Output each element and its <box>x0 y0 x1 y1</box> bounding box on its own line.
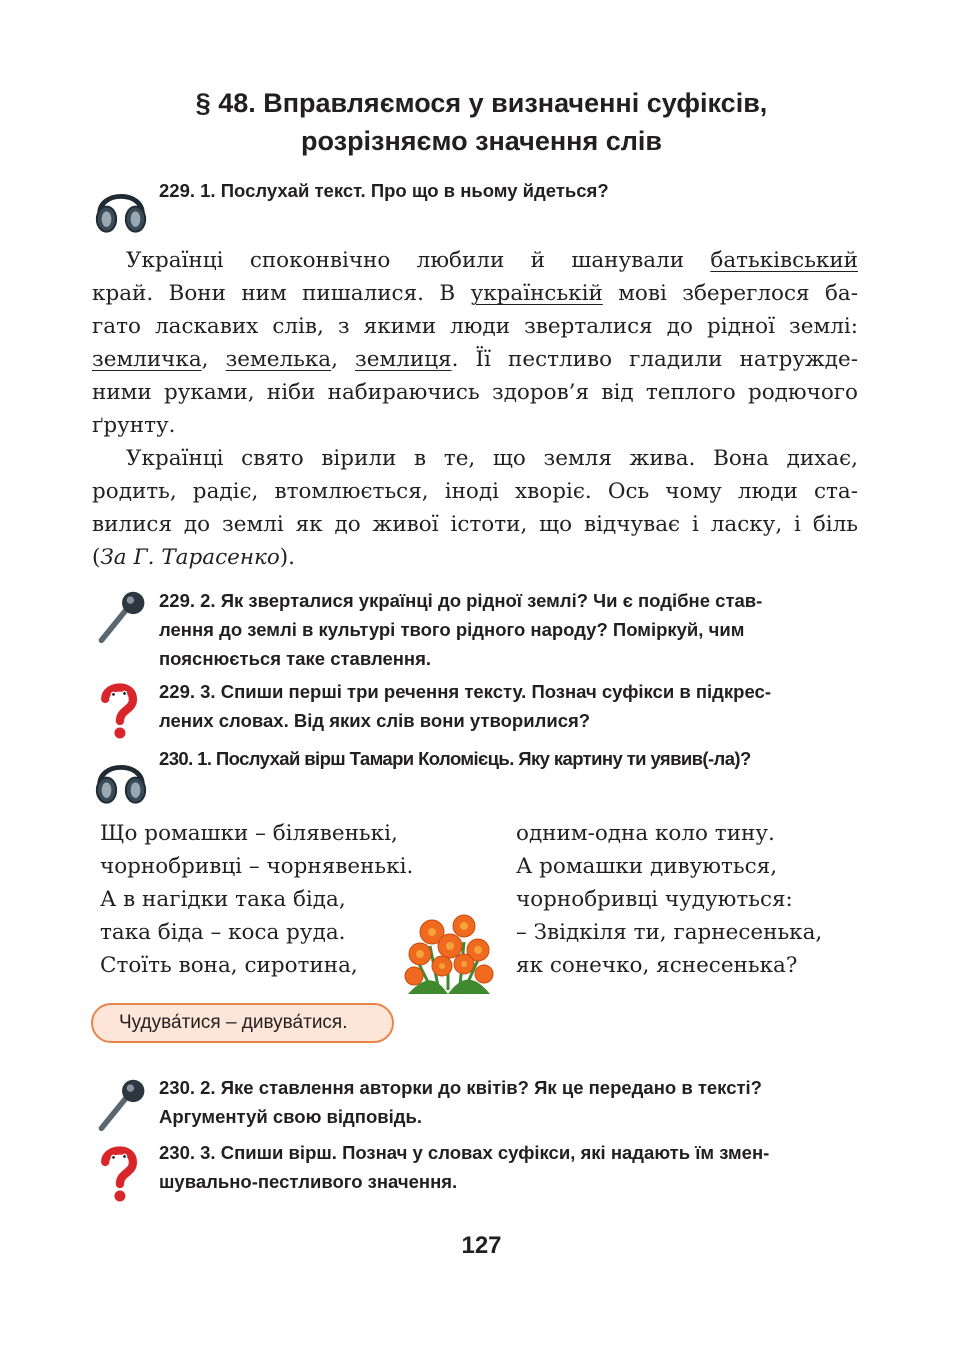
vocabulary-note: Чудува́тися – дивува́тися. <box>91 1003 394 1043</box>
poem-line: чорнобривці чудуються: <box>516 887 793 912</box>
text-line: вилися до землі як до живої істоти, що відчуває і ласку, і біль <box>92 512 858 537</box>
text-line: Українці свято вірили в те, що земля жива. Вона дихає, <box>126 446 858 471</box>
marigold-flowers-icon <box>398 902 498 998</box>
text-line: родить, радіє, втомлюється, іноді хворіє. Ось чому люди ста- <box>92 479 858 504</box>
task-text: 230. 1. Послухай вірш Тамари Коломієць. Яку картину ти уявив(-ла)? <box>159 748 751 769</box>
text-line: ними руками, ніби набираючись здоров’я від теплого родючого <box>92 380 858 405</box>
text-line: гато ласкавих слів, з якими люди зверталися до рідної землі: <box>92 314 858 339</box>
poem-line: така біда – коса руда. <box>100 920 346 945</box>
poem-line: чорнобривці – чорнявенькі. <box>100 854 414 879</box>
task-230-1 <box>159 744 859 773</box>
text-line: край. Вони ним пишалися. В українській мові збереглося ба- <box>92 281 858 306</box>
question-mark-icon <box>96 680 142 740</box>
poem-line: Що ромашки – білявенькі, <box>100 821 398 846</box>
task-line: пояснюється таке ставлення. <box>159 648 432 669</box>
poem-line: одним-одна коло тину. <box>516 821 775 846</box>
poem-line: – Звідкіля ти, гарнесенька, <box>516 920 823 945</box>
task-line: лених словах. Від яких слів вони утворилися? <box>159 710 591 731</box>
poem-right-column <box>516 817 822 982</box>
task-line: 230. 3. Спиши вірш. Познач у словах суфікси, які надають їм змен- <box>159 1142 770 1163</box>
microphone-icon <box>94 1076 150 1132</box>
task-230-2 <box>159 1073 859 1131</box>
task-line: Аргументуй свою відповідь. <box>159 1106 423 1127</box>
headphones-icon <box>92 180 150 235</box>
poem-line: А ромашки дивуються, <box>516 854 778 879</box>
poem-line: Стоїть вона, сиротина, <box>100 953 358 978</box>
task-line: лення до землі в культурі твого рідного народу? Поміркуй, чим <box>159 619 745 640</box>
page-title <box>0 84 963 160</box>
page-number: 127 <box>461 1232 502 1259</box>
task-line: 229. 2. Як зверталися українці до рідної землі? Чи є подібне став- <box>159 590 763 611</box>
title-line-1: § 48. Вправляємося у визначенні суфіксів, <box>195 88 768 118</box>
poem-line: як сонечко, яснесенька? <box>516 953 798 978</box>
task-line: 230. 2. Яке ставлення авторки до квітів? Як це передано в тексті? <box>159 1077 762 1098</box>
task-229-1 <box>159 176 859 205</box>
task-line: 229. 3. Спиши перші три речення тексту. Познач суфікси в підкрес- <box>159 681 771 702</box>
task-229-2 <box>159 586 859 673</box>
task-text: 229. 1. Послухай текст. Про що в ньому йдеться? <box>159 180 609 201</box>
text-line: земличка, земелька, землиця. Її пестливо гладили натружде- <box>92 347 858 372</box>
question-mark-icon <box>96 1143 142 1203</box>
task-230-3 <box>159 1138 859 1196</box>
task-229-3 <box>159 677 859 735</box>
title-line-2: розрізняємо значення слів <box>301 126 662 156</box>
text-line: ґрунту. <box>92 413 176 438</box>
microphone-icon <box>94 588 150 644</box>
text-line: (За Г. Тарасенко). <box>92 545 296 570</box>
text-line: Українці споконвічно любили й шанували батьківський <box>126 248 858 273</box>
source-author: За Г. Тарасенко <box>100 545 280 570</box>
reading-text <box>92 244 858 574</box>
poem-left-column <box>100 817 413 982</box>
task-line: шувально-пестливого значення. <box>159 1171 458 1192</box>
headphones-icon <box>92 751 150 806</box>
poem-line: А в нагідки така біда, <box>100 887 346 912</box>
